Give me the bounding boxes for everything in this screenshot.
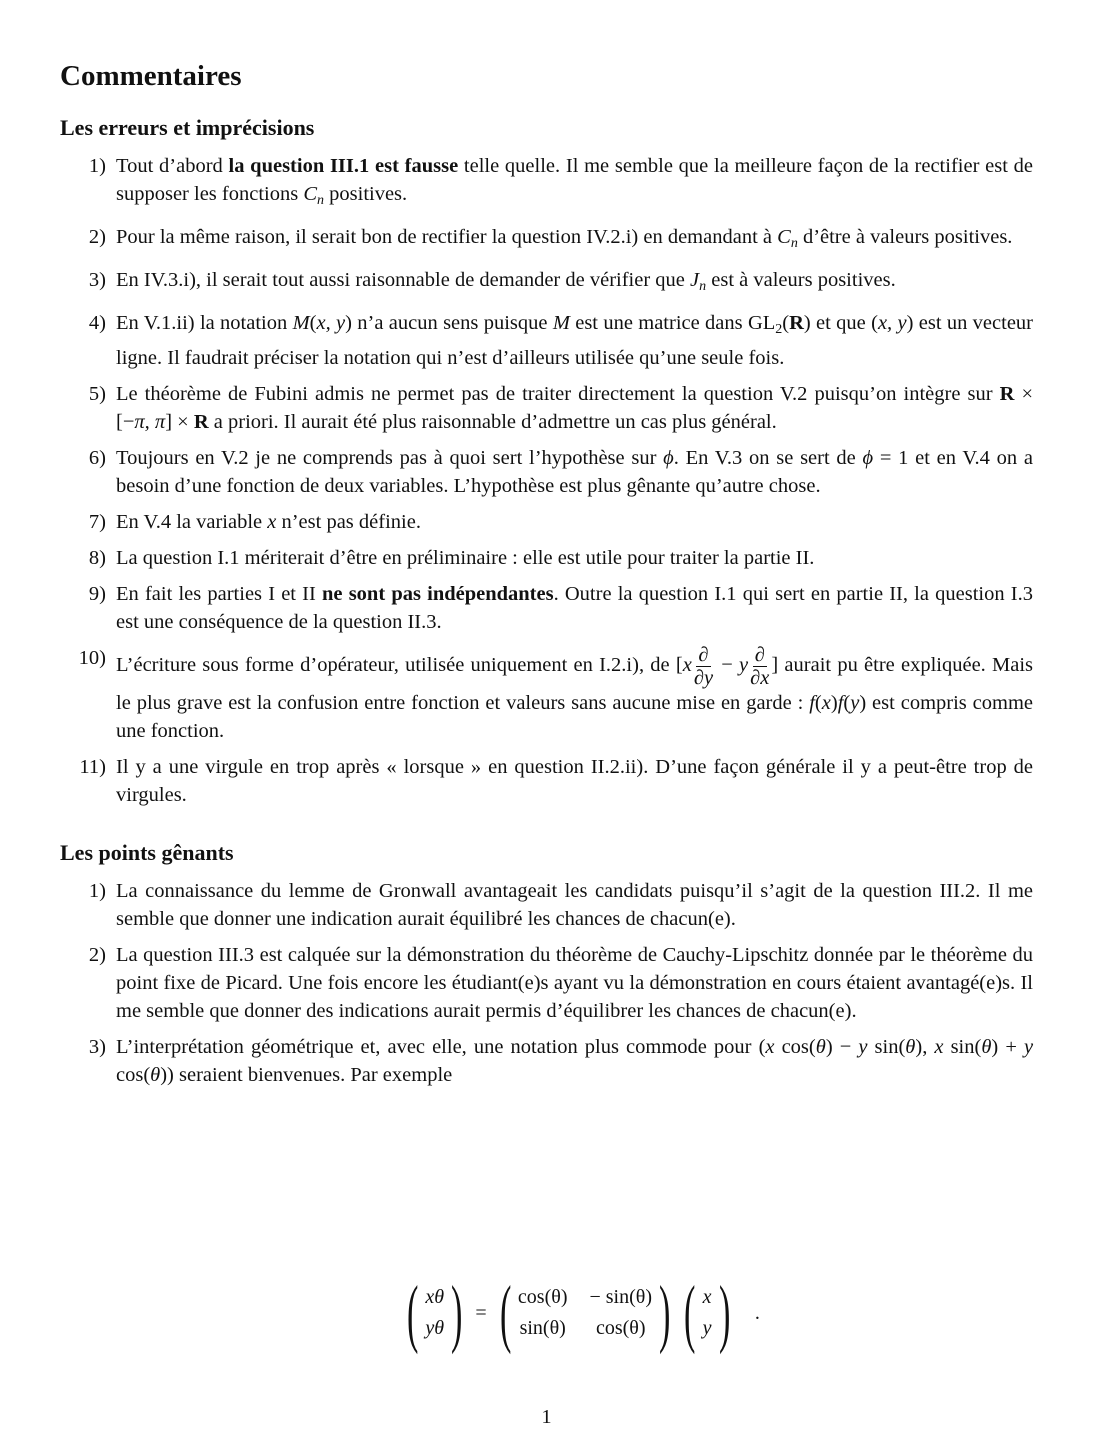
section-heading: Les erreurs et imprécisions [60,115,315,140]
bold-text: ne sont pas indépendantes [322,583,554,605]
item-number: 5) [88,383,106,405]
item-number: 2) [88,944,106,966]
math-symbol: θ [981,1036,992,1058]
math-symbol: θ [905,1036,916,1058]
text: positives. [324,183,408,205]
item-number: 10) [78,647,106,669]
list-item [60,508,1033,536]
math-symbol: ϕ [663,447,674,469]
text: × [− [116,383,1033,433]
text: = 1 et en V.4 on a besoin d’une fonction de deux variables. L’hypothèse est plus gênante qu’autre chose. [116,447,1033,497]
text: ) et que ( [803,312,878,334]
item-number: 1) [88,155,106,177]
item-number: 8) [88,547,106,569]
text: L’écriture sous forme d’opérateur, utilisée uniquement en I.2.i), de [ [116,654,683,677]
text: ) [830,692,838,714]
math-symbol: θ [815,1036,826,1058]
item-number: 1) [88,880,106,902]
fraction-denominator: ∂x [750,667,770,689]
text: ) n’a aucun sens puisque [345,312,553,334]
document-page [60,58,1033,1097]
text: La question III.3 est calquée sur la démonstration du théorème de Cauchy-Lipschitz donnée par le théorème du point fixe de Picard. Une fois encore les étudiant(e)s ayant vu la démonstration en cours étaient avantagé(e)s. Il me semble que donner des indications aurait permis d’équilibrer les chances de chacun(e). [116,944,1033,1022]
math-symbol: f [809,692,815,714]
text: ), [915,1036,935,1058]
text: est une matrice dans GL [569,312,776,334]
text: ( [843,692,851,714]
list-item [60,309,1033,372]
math-symbol: y [1023,1036,1034,1058]
text: . Outre la question I.1 qui sert en partie II, la question I.3 est une conséquence de la question II.3. [116,583,1033,633]
list-item [60,941,1033,1025]
rhs-x: x [702,1286,712,1308]
text: cos( [774,1036,816,1058]
section-heading: Les points gênants [60,840,234,865]
text: ) est un vecteur ligne. Il faudrait préciser la notation qui n’est d’ailleurs utilisée qu’une seule fois. [116,312,1033,369]
list-item [60,152,1033,215]
math-symbol: C [777,226,791,248]
matrix-cell: cos(θ) [595,1317,646,1339]
list-item [60,380,1033,436]
lhs-vector: ( xθ yθ ) [406,1271,463,1355]
math-symbol: x, y [877,312,907,334]
text: sin( [943,1036,982,1058]
item-number: 7) [88,511,106,533]
text: ] × [165,411,194,433]
list-item [60,544,1033,572]
text: En IV.3.i), il serait tout aussi raisonnable de demander de vérifier que [116,269,691,291]
list-item [60,644,1033,745]
text: En V.1.ii) la notation [116,312,293,334]
equals-sign: = [475,1301,487,1324]
comment-list [60,877,1033,1089]
math-symbol: x [821,692,831,714]
item-number: 6) [88,447,106,469]
text: Le théorème de Fubini admis ne permet pas de traiter directement la question V.2 puisqu’on intègre sur [116,383,1000,405]
math-symbol: C [303,183,318,205]
fraction-denominator: ∂y [693,667,714,689]
list-item [60,1033,1033,1089]
text: La connaissance du lemme de Gronwall avantageait les candidats puisqu’il s’agit de la question III.2. Il me semble que donner une indication aurait équilibré les chances de chacun(e). [116,880,1033,930]
list-item [60,444,1033,500]
rhs-vector: ( x y ) [684,1271,730,1355]
math-symbol: π, π [134,411,166,433]
item-number: 3) [88,1036,106,1058]
text: ) − [825,1036,859,1058]
math-symbol: ϕ [862,447,874,469]
math-symbol: x [267,511,277,533]
text: ) + [991,1036,1024,1058]
math-symbol: J [690,269,700,291]
item-number: 4) [88,312,106,334]
text: Toujours en V.2 je ne comprends pas à quoi sert l’hypothèse sur [116,447,664,469]
text: ( [782,312,790,334]
text: est à valeurs positives. [706,269,896,291]
text: ) est compris comme une fonction. [116,692,1034,742]
math-symbol: y [739,654,749,677]
page-number: 1 [541,1406,552,1428]
text: sin( [867,1036,906,1058]
text: La question I.1 mériterait d’être en préliminaire : elle est utile pour traiter la partie II. [116,547,815,569]
math-symbol: θ [150,1064,161,1086]
text: − [715,654,740,677]
matrix-cell: sin(θ) [519,1317,566,1339]
subscript: n [790,236,798,251]
list-item [60,580,1033,636]
text: . En V.3 on se sert de [673,447,863,469]
lhs-x: xθ [425,1286,445,1308]
bold-text: la question III.1 est fausse [228,155,459,177]
comment-list [60,152,1033,809]
fraction [694,644,713,689]
matrix-cell: cos(θ) [517,1286,568,1308]
item-number: 2) [88,226,106,248]
item-number: 11) [79,756,106,778]
text: En V.4 la variable [116,511,268,533]
text: Pour la même raison, il serait bon de rectifier la question IV.2.i) en demandant à [116,226,778,248]
matrix-cell: − sin(θ) [589,1286,653,1308]
fraction [750,644,769,689]
period: . [754,1301,760,1324]
subscript: n [699,279,707,294]
item-number: 9) [88,583,106,605]
text: d’être à valeurs positives. [797,226,1013,248]
text: )) seraient bienvenues. Par exemple [160,1064,453,1086]
text: ] aurait pu être expliquée. Mais le plus grave est la confusion entre fonction et valeurs sans aucune mise en garde : [116,654,1034,714]
list-item [60,223,1033,258]
rhs-y: y [702,1317,712,1339]
rotation-matrix: ( cos(θ) − sin(θ) sin(θ) cos(θ) ) [499,1271,671,1355]
subscript: n [317,193,325,208]
text: ( [814,692,822,714]
text: n’est pas définie. [276,511,421,533]
bold-text: R [999,383,1015,405]
math-symbol: x, y [316,312,346,334]
text: a priori. Il aurait été plus raisonnable d’admettre un cas plus général. [208,411,777,433]
bold-text: R [193,411,209,433]
math-symbol: y [850,692,860,714]
page-title: Commentaires [60,60,242,92]
fraction-numerator: ∂ [698,644,709,666]
math-symbol: f [837,692,844,714]
list-item [60,877,1033,933]
fraction-numerator: ∂ [754,644,765,666]
list-item [60,753,1033,809]
text: Il y a une virgule en trop après « lorsque » en question II.2.ii). D’une façon générale il y a peut-être trop de virgules. [116,756,1033,806]
text: ( [309,312,317,334]
lhs-y: yθ [425,1317,445,1339]
math-symbol: x [682,654,692,677]
math-symbol: M [292,312,310,334]
math-symbol: y [858,1036,868,1058]
math-symbol: M [552,312,570,334]
rotation-matrix-equation [400,1271,760,1355]
math-symbol: x [934,1036,944,1058]
list-item [60,266,1033,301]
text: telle quelle. Il me semble que la meilleure façon de la rectifier est de supposer les fonctions [116,155,1033,205]
math-symbol: x [765,1036,775,1058]
subscript: 2 [775,322,783,337]
item-number: 3) [88,269,106,291]
bold-text: R [789,312,804,334]
text: En fait les parties I et II [116,583,323,605]
text: L’interprétation géométrique et, avec elle, une notation plus commode pour ( [116,1036,766,1058]
text: cos( [116,1064,151,1086]
text: Tout d’abord [116,155,229,177]
